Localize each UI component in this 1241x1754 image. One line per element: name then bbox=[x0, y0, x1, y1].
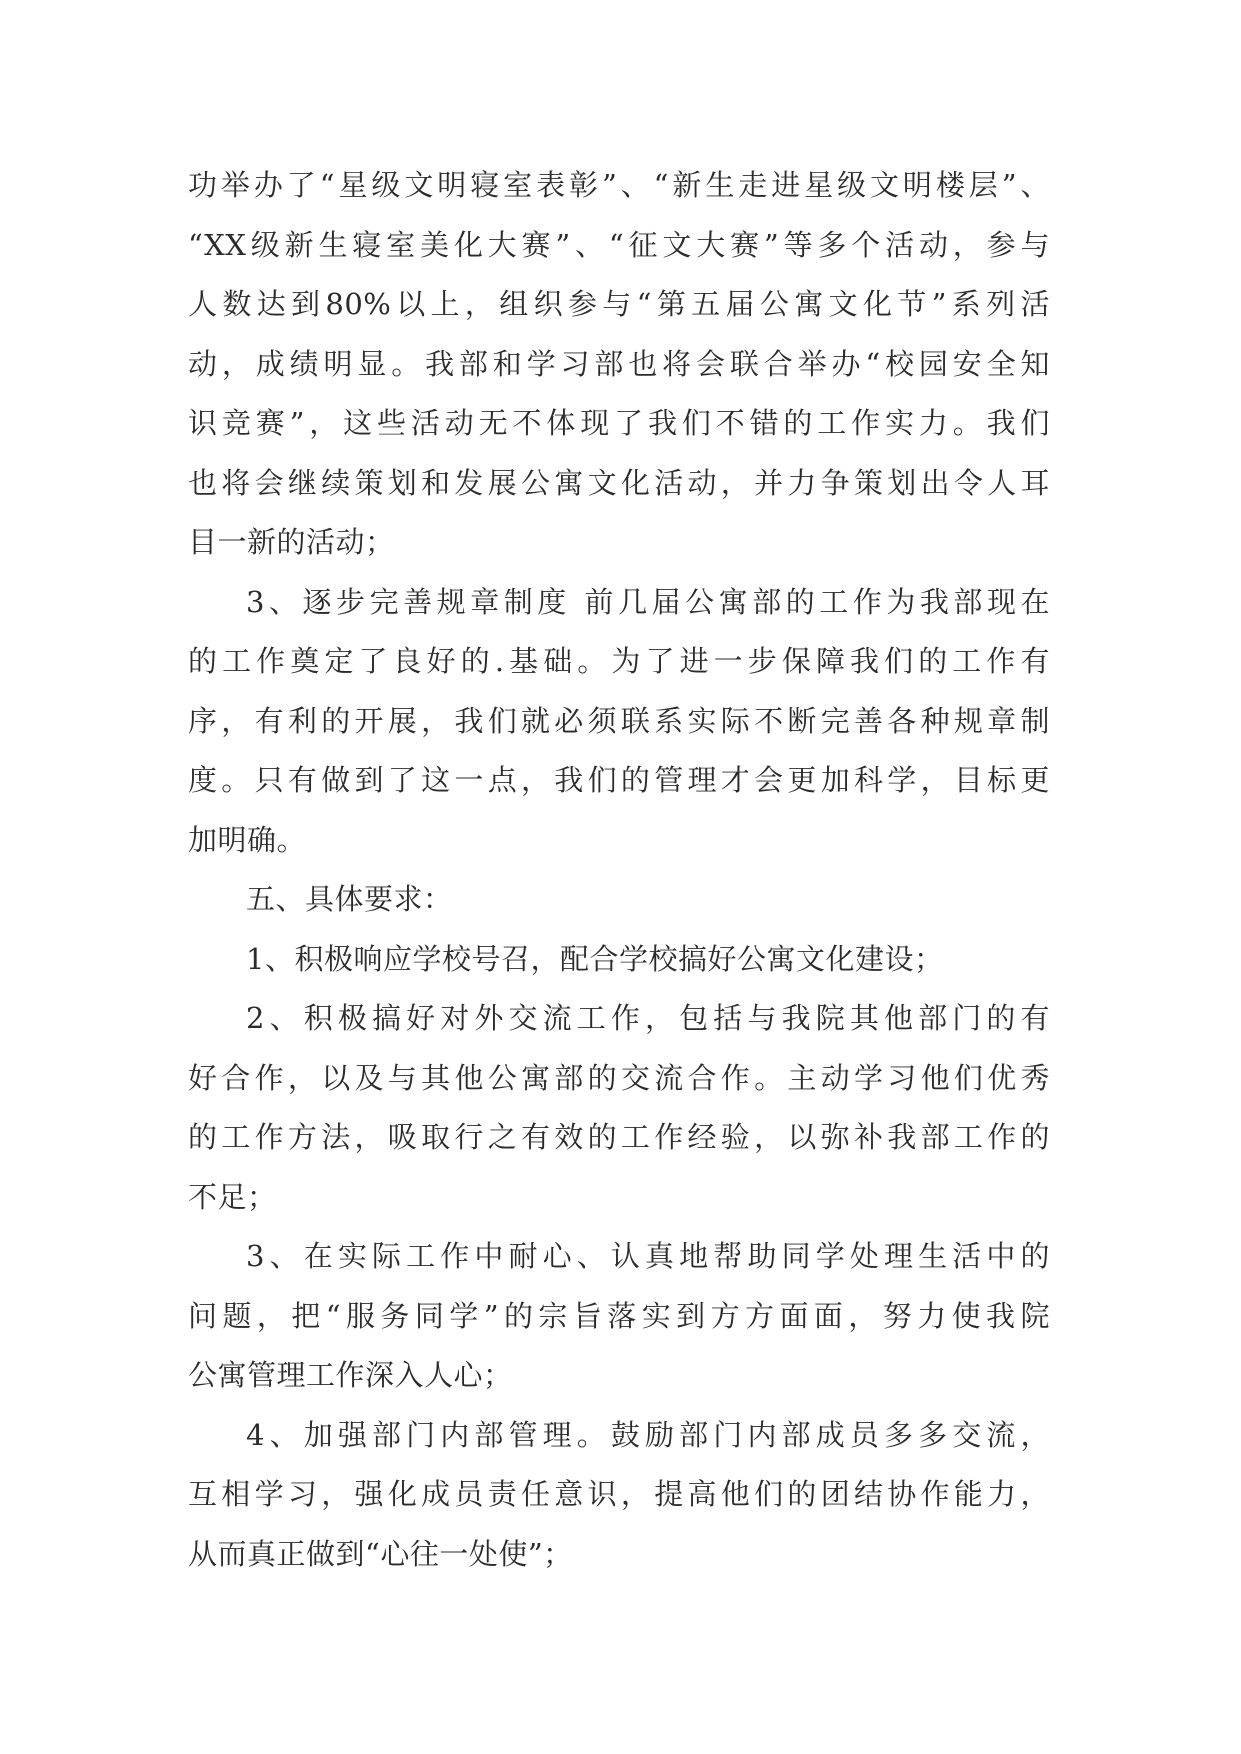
text-line-4: 动，成绩明显。我部和学习部也将会联合举办“校园安全知 bbox=[188, 346, 1050, 381]
document-body bbox=[188, 156, 1050, 1584]
text-line-1: 功举办了“星级文明寝室表彰”、“新生走进星级文明楼层”、 bbox=[188, 168, 1050, 202]
text-line-21: 公寓管理工作深入人心； bbox=[188, 1358, 513, 1392]
text-line-6: 也将会继续策划和发展公寓文化活动，并力争策划出令人耳 bbox=[188, 465, 1050, 500]
text-line-3: 人数达到80%以上，组织参与“第五届公寓文化节”系列活 bbox=[188, 287, 1050, 321]
text-line-20: 问题，把“服务同学”的宗旨落实到方方面面，努力使我院 bbox=[188, 1298, 1050, 1333]
text-line-7: 目一新的活动； bbox=[188, 525, 395, 559]
text-line-16: 好合作，以及与其他公寓部的交流合作。主动学习他们优秀 bbox=[188, 1060, 1050, 1095]
text-line-17: 的工作方法，吸取行之有效的工作经验，以弥补我部工作的 bbox=[188, 1120, 1050, 1154]
text-line-9: 的工作奠定了良好的.基础。为了进一步保障我们的工作有 bbox=[188, 644, 1050, 678]
text-line-24: 从而真正做到“心往一处使”； bbox=[188, 1536, 573, 1571]
text-line-15: 2、积极搞好对外交流工作，包括与我院其他部门的有 bbox=[246, 1001, 1050, 1035]
text-line-19: 3、在实际工作中耐心、认真地帮助同学处理生活中的 bbox=[246, 1239, 1050, 1273]
text-line-22: 4、加强部门内部管理。鼓励部门内部成员多多交流， bbox=[246, 1417, 1050, 1452]
text-line-18: 不足； bbox=[188, 1179, 277, 1214]
text-line-10: 序，有利的开展，我们就必须联系实际不断完善各种规章制 bbox=[188, 703, 1050, 738]
text-line-14: 1、积极响应学校号召，配合学校搞好公寓文化建设； bbox=[246, 941, 944, 976]
text-line-2: “XX级新生寝室美化大赛”、“征文大赛”等多个活动，参与 bbox=[188, 227, 1050, 262]
text-line-8: 3、逐步完善规章制度 前几届公寓部的工作为我部现在 bbox=[246, 584, 1050, 619]
text-line-5: 识竞赛”，这些活动无不体现了我们不错的工作实力。我们 bbox=[188, 406, 1050, 440]
text-line-11: 度。只有做到了这一点，我们的管理才会更加科学，目标更 bbox=[188, 763, 1050, 797]
section-heading: 五、具体要求： bbox=[246, 882, 453, 916]
text-line-23: 互相学习，强化成员责任意识，提高他们的团结协作能力， bbox=[188, 1477, 1050, 1511]
text-line-12: 加明确。 bbox=[188, 822, 307, 857]
